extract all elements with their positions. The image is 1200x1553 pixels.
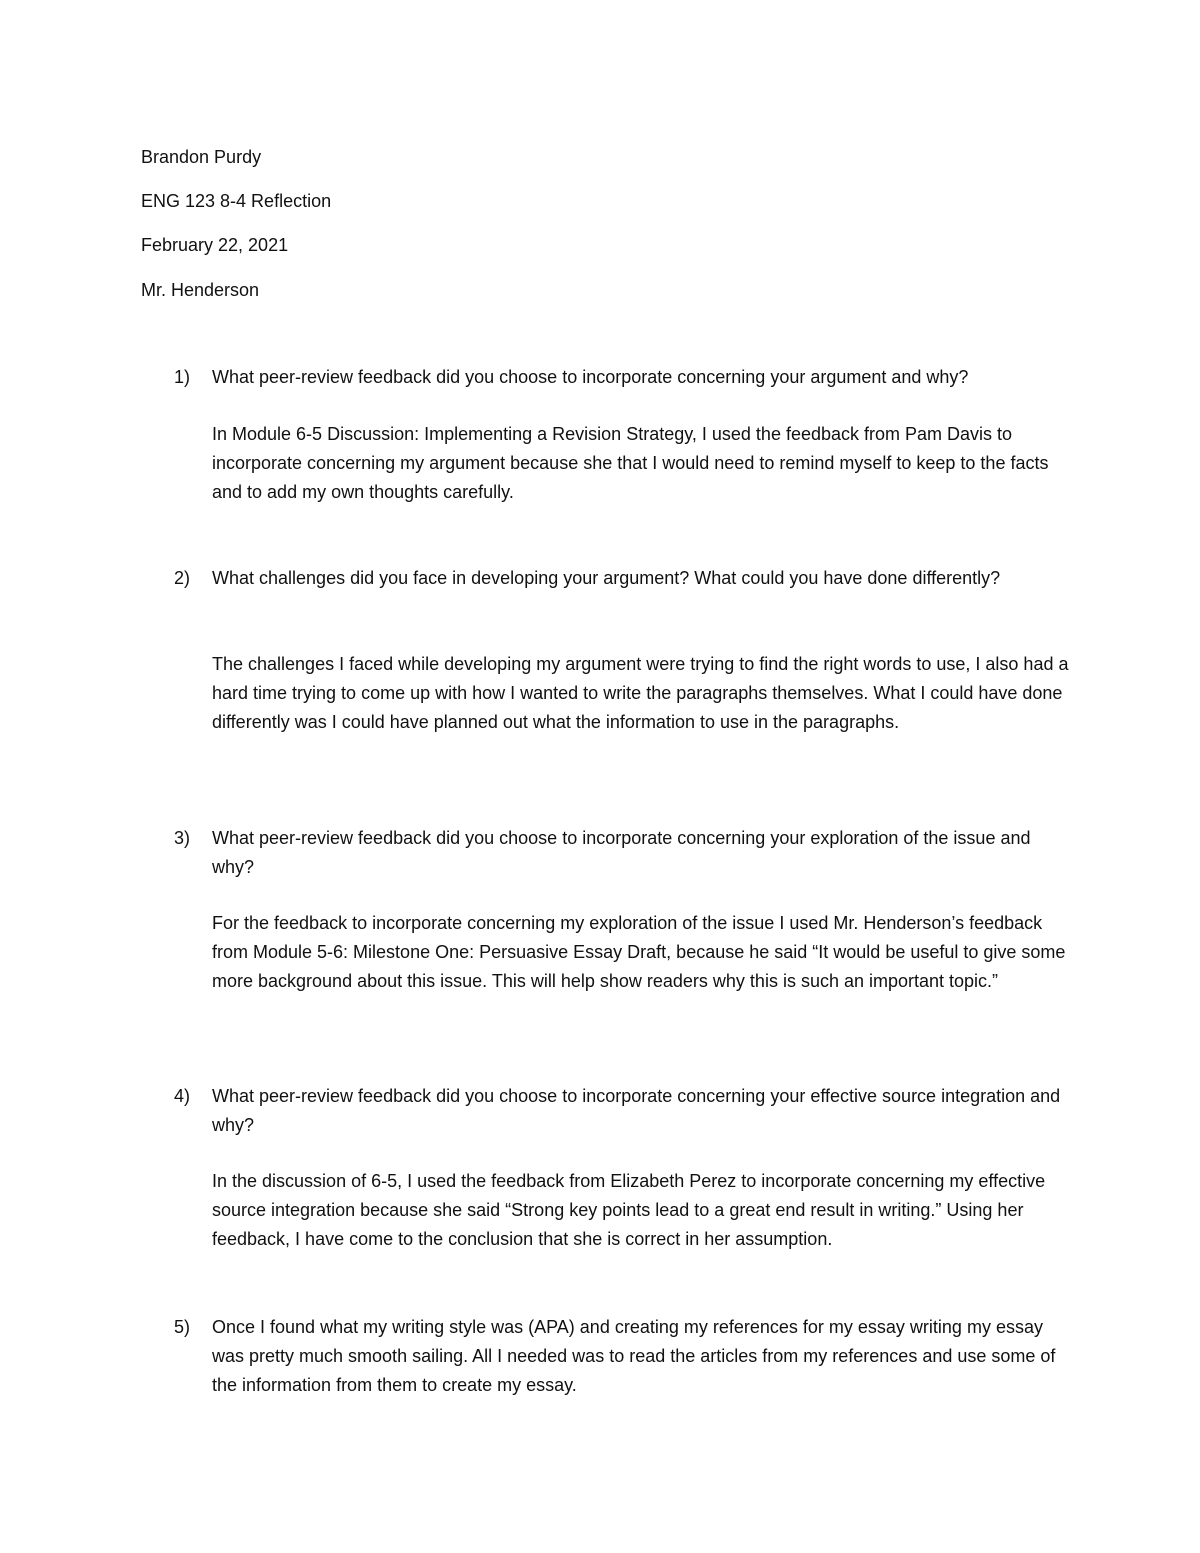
question-text: Once I found what my writing style was (APA) and creating my references for my essay writing my essay was pretty much smooth sailing. All I needed was to read the articles from my references and use some of the information from them to create my essay. [212, 1317, 1056, 1395]
question-text: What peer-review feedback did you choose to incorporate concerning your argument and why? [212, 367, 969, 387]
question-number: 2) [174, 568, 191, 588]
question-text: What peer-review feedback did you choose to incorporate concerning your effective source integration and why? [212, 1086, 1061, 1135]
document-date: February 22, 2021 [141, 235, 289, 255]
instructor-name: Mr. Henderson [141, 280, 260, 300]
answer-text: The challenges I faced while developing my argument were trying to find the right words to use, I also had a hard time trying to come up with how I wanted to write the paragraphs themselves. What I could have done differently was I could have planned out what the information to use in the paragraphs. [212, 654, 1069, 732]
question-number: 4) [174, 1086, 191, 1106]
question-text: What challenges did you face in developing your argument? What could you have done differently? [212, 568, 1001, 588]
question-number: 5) [174, 1317, 191, 1337]
question-number: 1) [174, 367, 191, 387]
course-title: ENG 123 8-4 Reflection [141, 191, 332, 211]
answer-text: For the feedback to incorporate concerning my exploration of the issue I used Mr. Henderson’s feedback from Module 5-6: Milestone One: Persuasive Essay Draft, because he said “It would be useful to give some more background about this issue. This will help show readers why this is such an important topic.” [212, 913, 1066, 991]
author-name: Brandon Purdy [141, 147, 262, 167]
answer-text: In Module 6-5 Discussion: Implementing a Revision Strategy, I used the feedback from Pam Davis to incorporate concerning my argument because she that I would need to remind myself to keep to the facts and to add my own thoughts carefully. [212, 424, 1049, 502]
question-text: What peer-review feedback did you choose to incorporate concerning your exploration of the issue and why? [212, 828, 1031, 877]
answer-text: In the discussion of 6-5, I used the feedback from Elizabeth Perez to incorporate concerning my effective source integration because she said “Strong key points lead to a great end result in writing.” Using her feedback, I have come to the conclusion that she is correct in her assumption. [212, 1171, 1046, 1249]
question-number: 3) [174, 828, 191, 848]
